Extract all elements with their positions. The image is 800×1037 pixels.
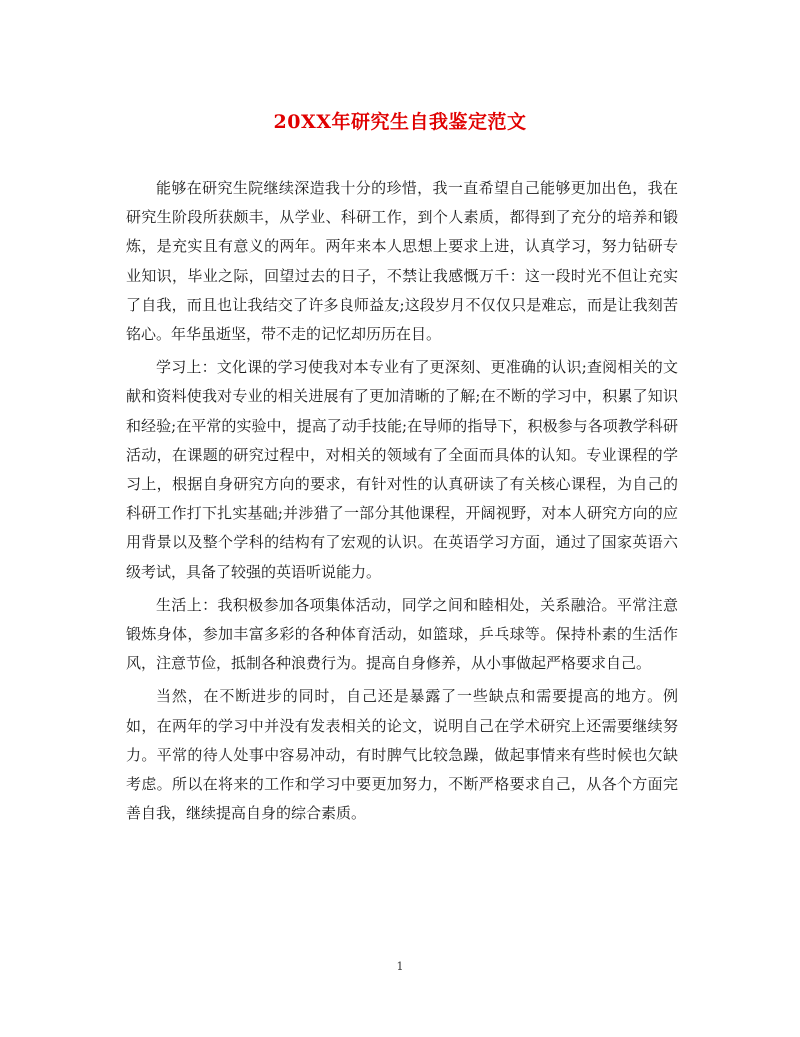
document-body [126,174,678,828]
paragraph-shortcomings: 当然，在不断进步的同时，自己还是暴露了一些缺点和需要提高的地方。例如，在两年的学习中并没有发表相关的论文，说明自己在学术研究上还需要继续努力。平常的待人处事中容易冲动，有时脾气比较急躁，做起事情来有些时候也欠缺考虑。所以在将来的工作和学习中要更加努力，不断严格要求自己，从各个方面完善自我，继续提高自身的综合素质。 [126,687,678,823]
paragraph-life: 生活上：我积极参加各项集体活动，同学之间和睦相处，关系融洽。平常注意锻炼身体，参加丰富多彩的各种体育活动，如篮球，乒乓球等。保持朴素的生活作风，注意节俭，抵制各种浪费行为。提高自身修养，从小事做起严格要求自己。 [126,595,678,673]
document-title: 20XX年研究生自我鉴定范文 [273,111,527,133]
paragraph-intro: 能够在研究生院继续深造我十分的珍惜，我一直希望自己能够更加出色，我在研究生阶段所获颇丰，从学业、科研工作，到个人素质，都得到了充分的培养和锻炼，是充实且有意义的两年。两年来本人思想上要求上进，认真学习，努力钻研专业知识，毕业之际，回望过去的日子，不禁让我感慨万千：这一段时光不但让充实了自我，而且也让我结交了许多良师益友;这段岁月不仅仅只是难忘，而是让我刻苦铭心。年华虽逝坚，带不走的记忆却历历在目。 [126,179,678,344]
page-number: 1 [396,960,404,973]
paragraph-study: 学习上：文化课的学习使我对本专业有了更深刻、更准确的认识;查阅相关的文献和资料使我对专业的相关进展有了更加清晰的了解;在不断的学习中，积累了知识和经验;在平常的实验中，提高了动手技能;在导师的指导下，积极参与各项教学科研活动，在课题的研究过程中，对相关的领域有了全面而具体的认知。专业课程的学习上，根据自身研究方向的要求，有针对性的认真研读了有关核心课程，为自己的科研工作打下扎实基础;并涉猎了一部分其他课程，开阔视野，对本人研究方向的应用背景以及整个学科的结构有了宏观的认识。在英语学习方面，通过了国家英语六级考试，具备了较强的英语听说能力。 [126,358,678,581]
